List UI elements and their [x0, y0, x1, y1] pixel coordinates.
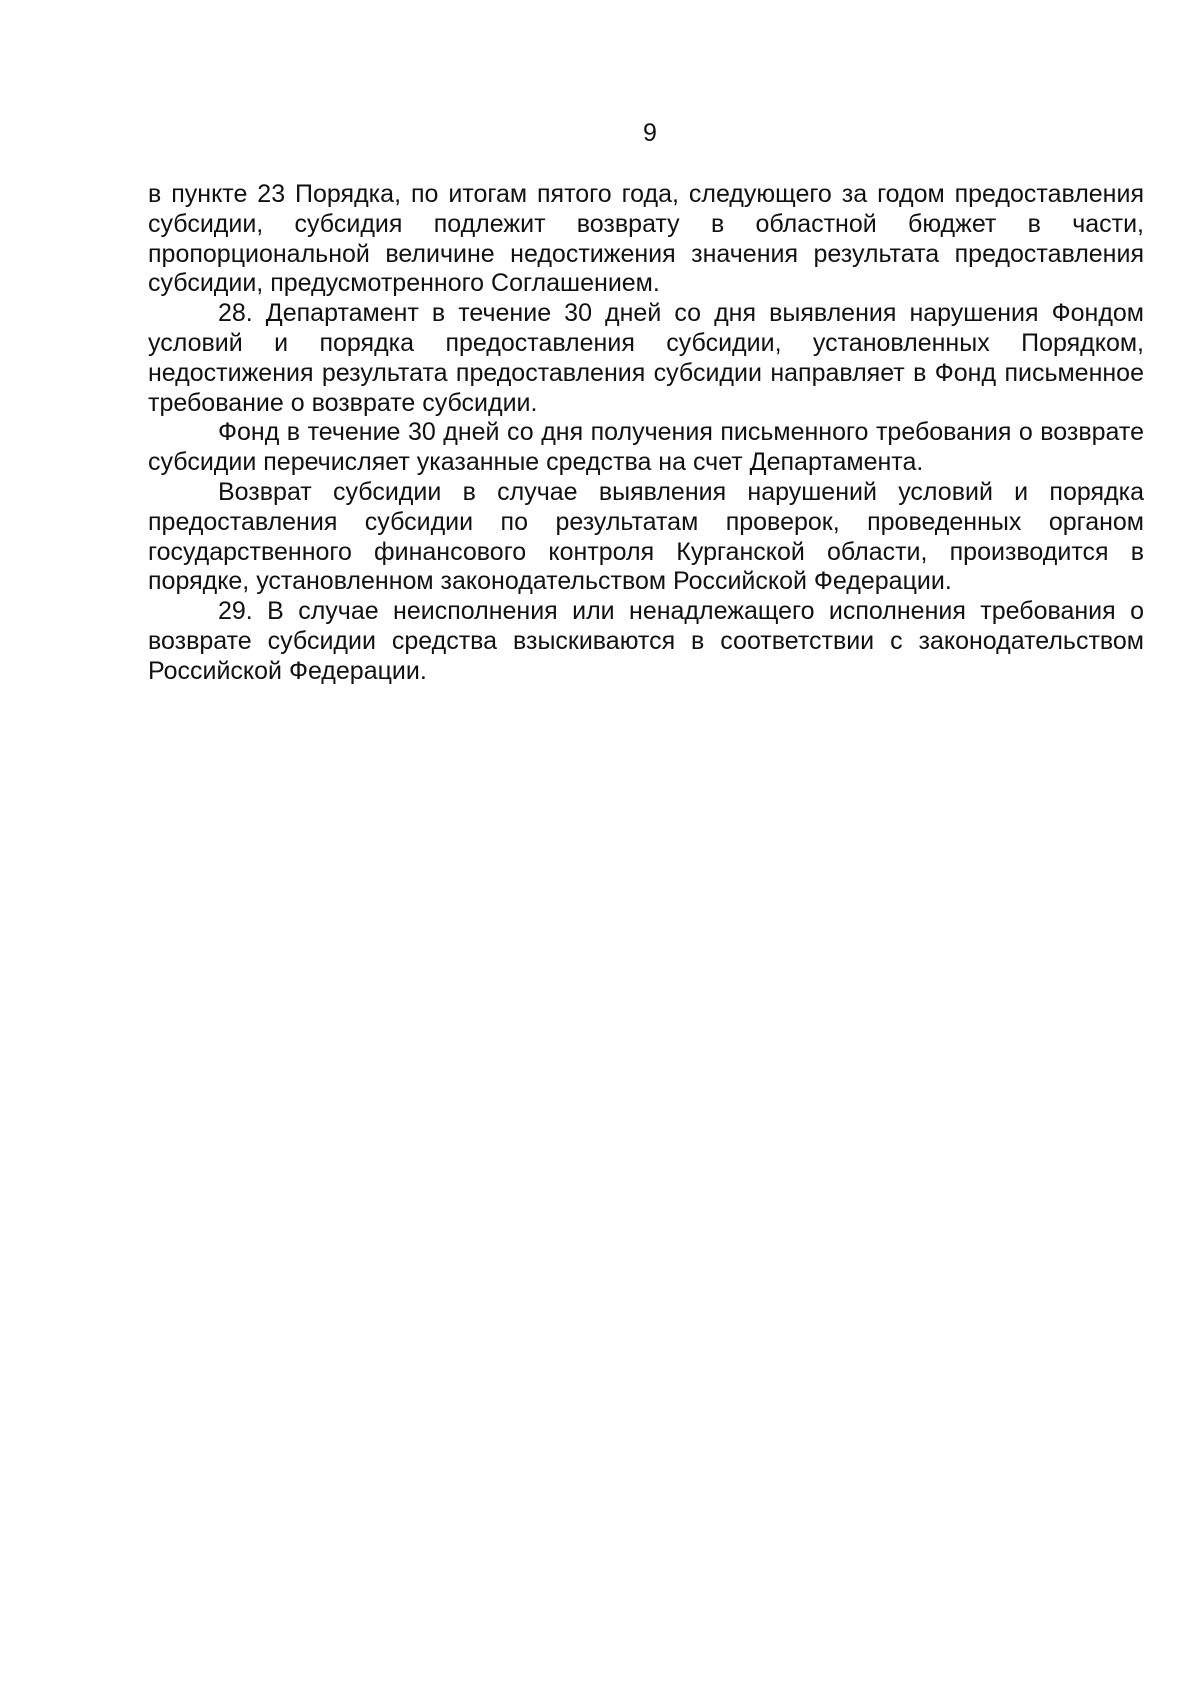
page-number: 9	[643, 119, 657, 147]
paragraph-fund-return: Фонд в течение 30 дней со дня получения письменного требования о возврате субсидии перечисляет указанные средства на счет Департамента.	[148, 418, 1144, 477]
document-body	[148, 180, 1144, 687]
paragraph-item-29: 29. В случае неисполнения или ненадлежащего исполнения требования о возврате субсидии средства взыскиваются в соответствии с законодательством Российской Федерации.	[148, 597, 1144, 685]
paragraph-return-violations: Возврат субсидии в случае выявления нарушений условий и порядка предоставления субсидии по результатам проверок, проведенных органом государственного финансового контроля Курганской области, производится в порядке, установленном законодательством Российской Федерации.	[148, 477, 1144, 596]
paragraph-item-28: 28. Департамент в течение 30 дней со дня выявления нарушения Фондом условий и порядка предоставления субсидии, установленных Порядком, недостижения результата предоставления субсидии направляет в Фонд письменное требование о возврате субсидии.	[148, 299, 1144, 417]
paragraph-continuation: в пункте 23 Порядка, по итогам пятого года, следующего за годом предоставления субсидии, субсидия подлежит возврату в областной бюджет в части, пропорциональной величине недостижения значения результата предоставления субсидии, предусмотренного Соглашением.	[148, 180, 1144, 298]
